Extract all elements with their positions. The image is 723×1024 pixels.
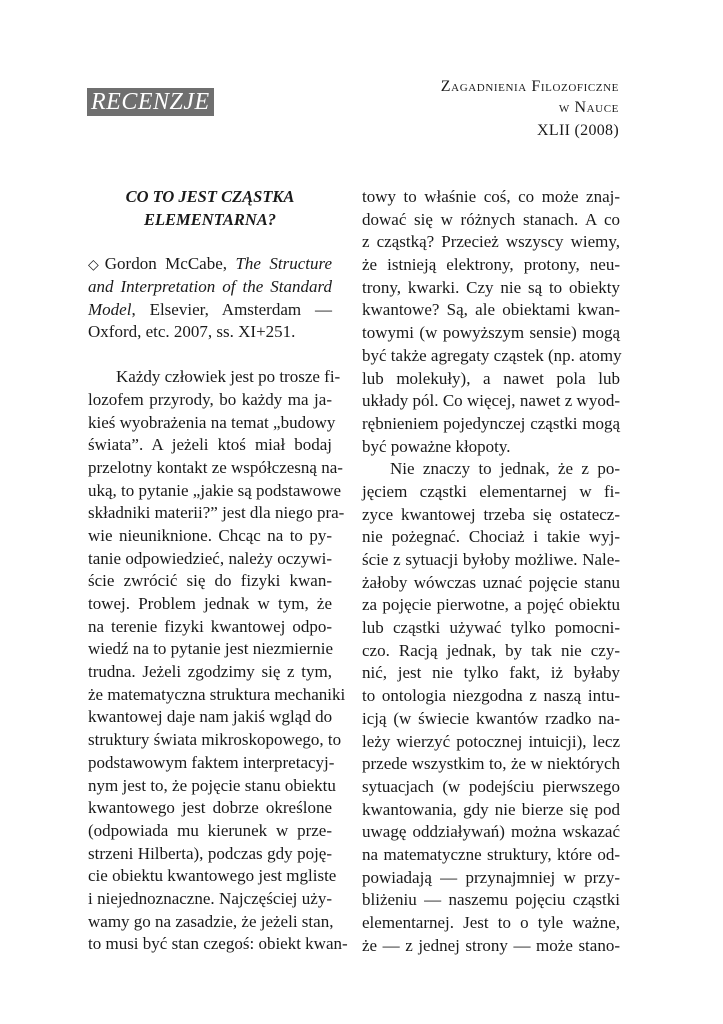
text-line: uką, to pytanie „jakie są podstawowe	[88, 480, 342, 500]
text-line: tanie odpowiedzieć, należy oczywi-	[88, 548, 332, 568]
text-line: trudna. Jeżeli zgodzimy się z tym,	[88, 662, 332, 682]
text-line: być poważne kłopoty.	[362, 436, 511, 456]
text-line: przede wszystkim to, że w niektórych	[362, 754, 620, 774]
text-line: kwantowego jest dobrze określone	[88, 798, 332, 818]
text-line: struktury świata mikroskopowego, to	[88, 730, 342, 750]
text-line: nym jest to, że pojęcie stanu obiektu	[88, 775, 336, 795]
section-label: RECENZJE	[87, 88, 214, 116]
text-line: cie obiektu kwantowego jest mgliste	[88, 866, 337, 886]
text-line: sytuacjach (w podejściu pierwszego	[362, 776, 620, 796]
body-paragraph	[362, 458, 620, 957]
text-line: nić, jest nie tylko fakt, iż byłaby	[362, 663, 620, 683]
diamond-icon: ◇	[88, 258, 99, 274]
text-line: zyce kwantowej trzeba się ostatecz-	[362, 504, 620, 524]
citation-publisher: , Elsevier, Amsterdam —	[131, 299, 332, 319]
text-line: podstawowym faktem interpretacyj-	[88, 752, 335, 772]
text-line: towy to właśnie coś, co może znaj-	[362, 187, 620, 206]
text-line: towej. Problem jednak w tym, że	[88, 594, 332, 613]
text-line: układy pól. Co więcej, nawet z wyod-	[362, 391, 620, 411]
text-line: że istnieją elektrony, protony, neu-	[362, 255, 620, 275]
text-line: to ontologia niezgodna z naszą intu-	[362, 686, 620, 706]
text-line: elementarnej. Jest to o tyle ważne,	[362, 913, 620, 932]
text-line: bliżeniu — naszemu pojęciu cząstki	[362, 890, 620, 910]
text-line: świata”. A jeżeli ktoś miał bodaj	[88, 435, 332, 455]
text-line: jęciem cząstki elementarnej w fi-	[362, 481, 620, 501]
body-paragraph	[88, 366, 348, 956]
text-line: trony, kwarki. Czy nie są to obiekty	[362, 277, 620, 297]
text-line: że matematyczna struktura mechaniki	[88, 684, 346, 704]
journal-volume: XLII (2008)	[537, 122, 619, 139]
text-line: dować się w różnych stanach. A co	[362, 209, 620, 229]
article-title-line2: ELEMENTARNA?	[143, 209, 277, 229]
citation-book-title: The Structure	[235, 254, 333, 274]
text-line: ście zwrócić się do fizyki kwan-	[88, 571, 332, 591]
text-line: Każdy człowiek jest po trosze fi-	[116, 367, 341, 387]
text-line: ście z sytuacji byłoby możliwe. Nale-	[362, 550, 620, 569]
text-line: i niejednoznaczne. Najczęściej uży-	[88, 888, 332, 908]
text-line: Nie znaczy to jednak, że z po-	[390, 459, 620, 479]
citation-book-title-end: Model	[88, 299, 132, 319]
text-line: to musi być stan czegoś: obiekt kwan-	[88, 934, 348, 954]
citation-author: Gordon McCabe,	[104, 254, 236, 274]
text-line: kieś wyobrażenia na temat „budowy	[88, 412, 336, 432]
text-line: czo. Racją jednak, by tak nie czy-	[362, 640, 620, 660]
text-line: icją (w świecie kwantów rzadko na-	[362, 708, 620, 728]
text-line: leży wierzyć potocznej intuicji), lecz	[362, 731, 620, 751]
journal-name-line2: w Nauce	[558, 99, 619, 116]
citation-book-title-cont: and Interpretation of the Standard	[88, 277, 332, 297]
text-line: na matematyczne struktury, które od-	[362, 844, 620, 864]
text-line: wiedź na to pytanie jest niezmiernie	[88, 639, 333, 659]
text-line: przelotny kontakt ze współczesną na-	[88, 457, 343, 477]
citation	[88, 253, 332, 344]
text-line: strzeni Hilberta), podczas gdy poję-	[88, 843, 332, 863]
left-column	[88, 186, 348, 956]
text-line: powiadają — przynajmniej w przy-	[362, 867, 620, 887]
text-line: kwantowej daje nam jakiś wgląd do	[88, 707, 333, 727]
article-title-line1: CO TO JEST CZĄSTKA	[125, 187, 295, 206]
text-line: wie nieuniknione. Chcąc na to py-	[88, 525, 332, 545]
text-line: z cząstką? Przecież wszyscy wiemy,	[362, 232, 620, 252]
text-line: za pojęcie pierwotne, a pojęć obiektu	[362, 595, 620, 615]
text-line: lozofem przyrody, bo każdy ma ja-	[88, 389, 332, 409]
text-line: na terenie fizyki kwantowej odpo-	[88, 616, 332, 636]
body-paragraph	[362, 186, 620, 458]
text-line: towymi (w powyższym sensie) mogą	[362, 323, 620, 343]
text-line: nie pożegnać. Chociaż i takie wyj-	[362, 527, 620, 547]
text-line: wamy go na zasadzie, że jeżeli stan,	[88, 911, 334, 931]
text-line: uwagę oddziaływań) można wskazać	[362, 822, 620, 842]
text-line: składniki materii?” jest dla niego pra-	[88, 503, 345, 523]
text-line: kwantowania, gdy nie bierze się pod	[362, 799, 620, 819]
right-column	[362, 186, 620, 957]
text-line: (odpowiada mu kierunek w prze-	[88, 820, 332, 840]
journal-name-line1: Zagadnienia Filozoficzne	[440, 78, 619, 95]
text-line: być także agregaty cząstek (np. atomy	[362, 345, 622, 365]
text-line: że — z jednej strony — może stano-	[362, 935, 620, 955]
text-line: kwantowe? Są, ale obiektami kwan-	[362, 300, 620, 320]
text-line: lub molekuły), a nawet pola lub	[362, 368, 620, 388]
text-line: lub cząstki używać tylko pomocni-	[362, 618, 620, 638]
text-line: żałoby wówczas uznać pojęcie stanu	[362, 572, 620, 592]
journal-header	[441, 76, 619, 141]
citation-pages: Oxford, etc. 2007, ss. XI+251.	[88, 322, 296, 342]
text-line: rębnieniem pojedynczej cząstki mogą	[362, 413, 620, 433]
